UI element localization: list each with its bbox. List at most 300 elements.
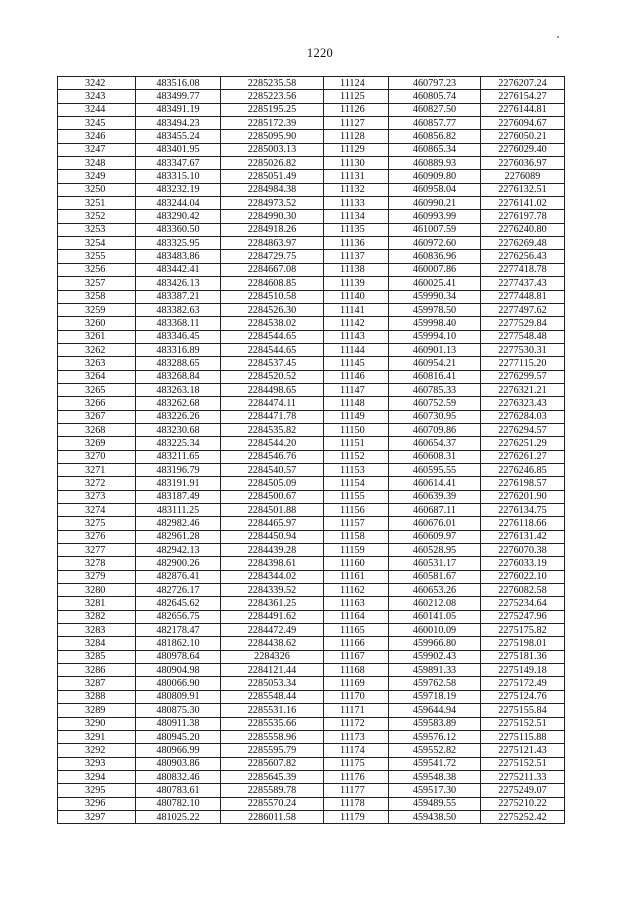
y-coordinate-b: 2276118.66 <box>481 517 565 530</box>
point-number-a: 3266 <box>58 397 136 410</box>
y-coordinate-a: 2284501.88 <box>221 504 324 517</box>
y-coordinate-a: 2284544.65 <box>221 343 324 356</box>
y-coordinate-b: 2276141.02 <box>481 197 565 210</box>
x-coordinate-b: 460212.08 <box>389 597 481 610</box>
point-number-b: 11157 <box>324 517 389 530</box>
x-coordinate-a: 482645.62 <box>136 597 221 610</box>
table-row <box>58 610 565 623</box>
point-number-b: 11130 <box>324 157 389 170</box>
scan-speck <box>557 36 559 38</box>
y-coordinate-b: 2276201.90 <box>481 490 565 503</box>
x-coordinate-a: 482178.47 <box>136 624 221 637</box>
x-coordinate-a: 480783.61 <box>136 784 221 797</box>
y-coordinate-a: 2285558.96 <box>221 730 324 743</box>
y-coordinate-b: 2275115.88 <box>481 730 565 743</box>
y-coordinate-a: 2284361.25 <box>221 597 324 610</box>
x-coordinate-a: 483346.45 <box>136 330 221 343</box>
y-coordinate-b: 2276070.38 <box>481 544 565 557</box>
x-coordinate-a: 480875.30 <box>136 704 221 717</box>
x-coordinate-b: 460581.67 <box>389 570 481 583</box>
point-number-b: 11172 <box>324 717 389 730</box>
point-number-b: 11168 <box>324 664 389 677</box>
point-number-a: 3264 <box>58 370 136 383</box>
table-row <box>58 223 565 236</box>
point-number-a: 3247 <box>58 143 136 156</box>
point-number-a: 3258 <box>58 290 136 303</box>
y-coordinate-b: 2276197.78 <box>481 210 565 223</box>
x-coordinate-b: 459548.38 <box>389 770 481 783</box>
point-number-b: 11162 <box>324 584 389 597</box>
x-coordinate-a: 483494.23 <box>136 117 221 130</box>
y-coordinate-a: 2285548.44 <box>221 690 324 703</box>
x-coordinate-a: 483262.68 <box>136 397 221 410</box>
x-coordinate-b: 460687.11 <box>389 504 481 517</box>
x-coordinate-b: 459552.82 <box>389 744 481 757</box>
y-coordinate-a: 2284918.26 <box>221 223 324 236</box>
x-coordinate-a: 483426.13 <box>136 277 221 290</box>
y-coordinate-b: 2277497.62 <box>481 303 565 316</box>
y-coordinate-b: 2276256.43 <box>481 250 565 263</box>
point-number-b: 11142 <box>324 317 389 330</box>
x-coordinate-b: 459644.94 <box>389 704 481 717</box>
y-coordinate-b: 2276198.57 <box>481 477 565 490</box>
x-coordinate-a: 480978.64 <box>136 650 221 663</box>
x-coordinate-b: 460816.41 <box>389 370 481 383</box>
x-coordinate-b: 460954.21 <box>389 357 481 370</box>
point-number-a: 3252 <box>58 210 136 223</box>
y-coordinate-b: 2275124.76 <box>481 690 565 703</box>
table-row <box>58 650 565 663</box>
point-number-b: 11132 <box>324 183 389 196</box>
point-number-b: 11165 <box>324 624 389 637</box>
x-coordinate-a: 482656.75 <box>136 610 221 623</box>
x-coordinate-b: 460901.13 <box>389 343 481 356</box>
point-number-a: 3292 <box>58 744 136 757</box>
table-row <box>58 810 565 823</box>
y-coordinate-a: 2284990.30 <box>221 210 324 223</box>
point-number-b: 11169 <box>324 677 389 690</box>
x-coordinate-b: 460614.41 <box>389 477 481 490</box>
y-coordinate-b: 2275155.84 <box>481 704 565 717</box>
y-coordinate-a: 2284608.85 <box>221 277 324 290</box>
point-number-b: 11175 <box>324 757 389 770</box>
table-row <box>58 704 565 717</box>
x-coordinate-b: 460010.09 <box>389 624 481 637</box>
point-number-a: 3294 <box>58 770 136 783</box>
table-row <box>58 463 565 476</box>
x-coordinate-a: 483288.65 <box>136 357 221 370</box>
point-number-a: 3281 <box>58 597 136 610</box>
table-row <box>58 570 565 583</box>
y-coordinate-b: 2277418.78 <box>481 263 565 276</box>
point-number-a: 3243 <box>58 90 136 103</box>
x-coordinate-a: 483368.11 <box>136 317 221 330</box>
table-row <box>58 437 565 450</box>
point-number-b: 11126 <box>324 103 389 116</box>
table-row <box>58 410 565 423</box>
y-coordinate-b: 2275175.82 <box>481 624 565 637</box>
point-number-b: 11171 <box>324 704 389 717</box>
point-number-a: 3272 <box>58 477 136 490</box>
y-coordinate-a: 2284491.62 <box>221 610 324 623</box>
y-coordinate-a: 2284510.58 <box>221 290 324 303</box>
x-coordinate-a: 483491.19 <box>136 103 221 116</box>
table-row <box>58 690 565 703</box>
point-number-a: 3273 <box>58 490 136 503</box>
x-coordinate-b: 459576.12 <box>389 730 481 743</box>
x-coordinate-b: 460730.95 <box>389 410 481 423</box>
x-coordinate-a: 480911.38 <box>136 717 221 730</box>
y-coordinate-a: 2284537.45 <box>221 357 324 370</box>
y-coordinate-b: 2276050.21 <box>481 130 565 143</box>
table-row <box>58 637 565 650</box>
y-coordinate-b: 2276134.75 <box>481 504 565 517</box>
y-coordinate-b: 2276299.57 <box>481 370 565 383</box>
table-row <box>58 450 565 463</box>
x-coordinate-b: 460958.04 <box>389 183 481 196</box>
point-number-b: 11177 <box>324 784 389 797</box>
point-number-a: 3285 <box>58 650 136 663</box>
y-coordinate-a: 2284667.08 <box>221 263 324 276</box>
y-coordinate-b: 2276094.67 <box>481 117 565 130</box>
point-number-a: 3248 <box>58 157 136 170</box>
point-number-b: 11140 <box>324 290 389 303</box>
x-coordinate-a: 480832.46 <box>136 770 221 783</box>
coordinates-table-body <box>58 77 565 824</box>
x-coordinate-a: 483315.10 <box>136 170 221 183</box>
x-coordinate-a: 483401.95 <box>136 143 221 156</box>
point-number-a: 3289 <box>58 704 136 717</box>
x-coordinate-a: 483387.21 <box>136 290 221 303</box>
y-coordinate-a: 2284474.11 <box>221 397 324 410</box>
table-row <box>58 77 565 90</box>
x-coordinate-b: 460676.01 <box>389 517 481 530</box>
x-coordinate-a: 483187.49 <box>136 490 221 503</box>
point-number-b: 11159 <box>324 544 389 557</box>
x-coordinate-b: 459902.43 <box>389 650 481 663</box>
point-number-a: 3262 <box>58 343 136 356</box>
table-row <box>58 130 565 143</box>
table-row <box>58 370 565 383</box>
point-number-b: 11143 <box>324 330 389 343</box>
y-coordinate-b: 2276154.27 <box>481 90 565 103</box>
table-row <box>58 757 565 770</box>
y-coordinate-b: 2275210.22 <box>481 797 565 810</box>
x-coordinate-b: 460993.99 <box>389 210 481 223</box>
table-row <box>58 250 565 263</box>
point-number-b: 11152 <box>324 450 389 463</box>
x-coordinate-b: 460865.34 <box>389 143 481 156</box>
x-coordinate-a: 480945.20 <box>136 730 221 743</box>
x-coordinate-a: 483316.89 <box>136 343 221 356</box>
point-number-b: 11173 <box>324 730 389 743</box>
x-coordinate-a: 483211.65 <box>136 450 221 463</box>
y-coordinate-b: 2276036.97 <box>481 157 565 170</box>
y-coordinate-a: 2284535.82 <box>221 423 324 436</box>
x-coordinate-b: 460752.59 <box>389 397 481 410</box>
x-coordinate-a: 483325.95 <box>136 237 221 250</box>
x-coordinate-b: 460608.31 <box>389 450 481 463</box>
y-coordinate-b: 2276323.43 <box>481 397 565 410</box>
y-coordinate-b: 2276207.24 <box>481 77 565 90</box>
point-number-b: 11134 <box>324 210 389 223</box>
point-number-a: 3282 <box>58 610 136 623</box>
point-number-a: 3253 <box>58 223 136 236</box>
point-number-b: 11147 <box>324 383 389 396</box>
y-coordinate-b: 2275249.07 <box>481 784 565 797</box>
x-coordinate-b: 460909.80 <box>389 170 481 183</box>
point-number-a: 3263 <box>58 357 136 370</box>
table-row <box>58 624 565 637</box>
x-coordinate-b: 459489.55 <box>389 797 481 810</box>
point-number-b: 11145 <box>324 357 389 370</box>
point-number-a: 3261 <box>58 330 136 343</box>
table-row <box>58 477 565 490</box>
y-coordinate-b: 2276144.81 <box>481 103 565 116</box>
table-row <box>58 664 565 677</box>
point-number-b: 11149 <box>324 410 389 423</box>
x-coordinate-a: 483268.84 <box>136 370 221 383</box>
point-number-b: 11131 <box>324 170 389 183</box>
coordinates-table <box>57 76 565 824</box>
point-number-b: 11151 <box>324 437 389 450</box>
y-coordinate-a: 2284729.75 <box>221 250 324 263</box>
table-row <box>58 330 565 343</box>
x-coordinate-b: 459891.33 <box>389 664 481 677</box>
point-number-b: 11125 <box>324 90 389 103</box>
x-coordinate-b: 460827.50 <box>389 103 481 116</box>
y-coordinate-a: 2284505.09 <box>221 477 324 490</box>
point-number-b: 11141 <box>324 303 389 316</box>
x-coordinate-a: 483516.08 <box>136 77 221 90</box>
x-coordinate-a: 483290.42 <box>136 210 221 223</box>
table-row <box>58 117 565 130</box>
y-coordinate-a: 2285589.78 <box>221 784 324 797</box>
x-coordinate-b: 460531.17 <box>389 557 481 570</box>
x-coordinate-a: 480066.90 <box>136 677 221 690</box>
x-coordinate-a: 482876.41 <box>136 570 221 583</box>
table-row <box>58 157 565 170</box>
y-coordinate-a: 2284984.38 <box>221 183 324 196</box>
y-coordinate-a: 2284546.76 <box>221 450 324 463</box>
table-row <box>58 784 565 797</box>
y-coordinate-a: 2284538.02 <box>221 317 324 330</box>
point-number-a: 3265 <box>58 383 136 396</box>
point-number-b: 11127 <box>324 117 389 130</box>
point-number-b: 11176 <box>324 770 389 783</box>
point-number-a: 3259 <box>58 303 136 316</box>
point-number-b: 11163 <box>324 597 389 610</box>
table-row <box>58 143 565 156</box>
y-coordinate-a: 2284326 <box>221 650 324 663</box>
point-number-b: 11164 <box>324 610 389 623</box>
y-coordinate-a: 2285172.39 <box>221 117 324 130</box>
y-coordinate-b: 2275234.64 <box>481 597 565 610</box>
x-coordinate-b: 460141.05 <box>389 610 481 623</box>
point-number-b: 11146 <box>324 370 389 383</box>
x-coordinate-b: 460856.82 <box>389 130 481 143</box>
point-number-b: 11160 <box>324 557 389 570</box>
page-number: 1220 <box>306 46 334 60</box>
x-coordinate-a: 483442.41 <box>136 263 221 276</box>
x-coordinate-a: 480903.86 <box>136 757 221 770</box>
x-coordinate-b: 459762.58 <box>389 677 481 690</box>
x-coordinate-b: 460595.55 <box>389 463 481 476</box>
point-number-b: 11167 <box>324 650 389 663</box>
y-coordinate-a: 2284520.52 <box>221 370 324 383</box>
y-coordinate-a: 2284339.52 <box>221 584 324 597</box>
point-number-b: 11128 <box>324 130 389 143</box>
x-coordinate-a: 480966.99 <box>136 744 221 757</box>
y-coordinate-b: 2275149.18 <box>481 664 565 677</box>
y-coordinate-b: 2277437.43 <box>481 277 565 290</box>
y-coordinate-a: 2285095.90 <box>221 130 324 143</box>
point-number-b: 11155 <box>324 490 389 503</box>
point-number-a: 3293 <box>58 757 136 770</box>
y-coordinate-a: 2284471.78 <box>221 410 324 423</box>
point-number-a: 3246 <box>58 130 136 143</box>
point-number-a: 3255 <box>58 250 136 263</box>
point-number-b: 11166 <box>324 637 389 650</box>
y-coordinate-b: 2276132.51 <box>481 183 565 196</box>
y-coordinate-b: 2276246.85 <box>481 463 565 476</box>
y-coordinate-b: 2276022.10 <box>481 570 565 583</box>
y-coordinate-b: 2277448.81 <box>481 290 565 303</box>
x-coordinate-b: 459998.40 <box>389 317 481 330</box>
y-coordinate-b: 2277115.20 <box>481 357 565 370</box>
y-coordinate-a: 2284450.94 <box>221 530 324 543</box>
table-row <box>58 103 565 116</box>
point-number-b: 11179 <box>324 810 389 823</box>
x-coordinate-a: 483347.67 <box>136 157 221 170</box>
x-coordinate-b: 460528.95 <box>389 544 481 557</box>
point-number-b: 11174 <box>324 744 389 757</box>
x-coordinate-a: 480782.10 <box>136 797 221 810</box>
table-row <box>58 237 565 250</box>
point-number-a: 3296 <box>58 797 136 810</box>
y-coordinate-b: 2275181.36 <box>481 650 565 663</box>
y-coordinate-b: 2276284.03 <box>481 410 565 423</box>
x-coordinate-b: 460785.33 <box>389 383 481 396</box>
point-number-b: 11161 <box>324 570 389 583</box>
y-coordinate-a: 2284544.65 <box>221 330 324 343</box>
table-row <box>58 490 565 503</box>
x-coordinate-a: 483244.04 <box>136 197 221 210</box>
point-number-b: 11154 <box>324 477 389 490</box>
x-coordinate-a: 483230.68 <box>136 423 221 436</box>
y-coordinate-a: 2284472.49 <box>221 624 324 637</box>
x-coordinate-b: 460025.41 <box>389 277 481 290</box>
table-row <box>58 744 565 757</box>
x-coordinate-a: 483191.91 <box>136 477 221 490</box>
table-row <box>58 584 565 597</box>
y-coordinate-a: 2284863.97 <box>221 237 324 250</box>
y-coordinate-b: 2275247.96 <box>481 610 565 623</box>
x-coordinate-b: 459583.89 <box>389 717 481 730</box>
table-row <box>58 770 565 783</box>
x-coordinate-b: 460653.26 <box>389 584 481 597</box>
table-row <box>58 544 565 557</box>
point-number-a: 3297 <box>58 810 136 823</box>
table-row <box>58 557 565 570</box>
table-row <box>58 530 565 543</box>
table-row <box>58 210 565 223</box>
y-coordinate-b: 2275121.43 <box>481 744 565 757</box>
x-coordinate-b: 460007.86 <box>389 263 481 276</box>
point-number-a: 3278 <box>58 557 136 570</box>
y-coordinate-a: 2285051.49 <box>221 170 324 183</box>
x-coordinate-a: 483111.25 <box>136 504 221 517</box>
y-coordinate-b: 2276082.58 <box>481 584 565 597</box>
table-row <box>58 397 565 410</box>
point-number-a: 3275 <box>58 517 136 530</box>
point-number-a: 3276 <box>58 530 136 543</box>
point-number-a: 3256 <box>58 263 136 276</box>
y-coordinate-b: 2276240.80 <box>481 223 565 236</box>
x-coordinate-a: 483382.63 <box>136 303 221 316</box>
y-coordinate-b: 2277529.84 <box>481 317 565 330</box>
y-coordinate-a: 2285595.79 <box>221 744 324 757</box>
point-number-b: 11158 <box>324 530 389 543</box>
table-row <box>58 423 565 436</box>
y-coordinate-a: 2284121.44 <box>221 664 324 677</box>
y-coordinate-b: 2276294.57 <box>481 423 565 436</box>
point-number-a: 3242 <box>58 77 136 90</box>
x-coordinate-b: 460654.37 <box>389 437 481 450</box>
x-coordinate-a: 483499.77 <box>136 90 221 103</box>
point-number-b: 11148 <box>324 397 389 410</box>
x-coordinate-a: 483196.79 <box>136 463 221 476</box>
point-number-a: 3291 <box>58 730 136 743</box>
x-coordinate-b: 459517.30 <box>389 784 481 797</box>
point-number-b: 11137 <box>324 250 389 263</box>
x-coordinate-b: 460609.97 <box>389 530 481 543</box>
y-coordinate-b: 2275252.42 <box>481 810 565 823</box>
y-coordinate-a: 2285645.39 <box>221 770 324 783</box>
point-number-a: 3283 <box>58 624 136 637</box>
table-row <box>58 357 565 370</box>
x-coordinate-b: 460805.74 <box>389 90 481 103</box>
table-row <box>58 677 565 690</box>
y-coordinate-a: 2284465.97 <box>221 517 324 530</box>
table-row <box>58 197 565 210</box>
x-coordinate-a: 482900.26 <box>136 557 221 570</box>
point-number-a: 3250 <box>58 183 136 196</box>
y-coordinate-a: 2285607.82 <box>221 757 324 770</box>
x-coordinate-a: 482961.28 <box>136 530 221 543</box>
y-coordinate-a: 2285235.58 <box>221 77 324 90</box>
y-coordinate-a: 2284439.28 <box>221 544 324 557</box>
point-number-b: 11150 <box>324 423 389 436</box>
table-row <box>58 383 565 396</box>
y-coordinate-b: 2276131.42 <box>481 530 565 543</box>
y-coordinate-a: 2285531.16 <box>221 704 324 717</box>
point-number-b: 11139 <box>324 277 389 290</box>
point-number-b: 11144 <box>324 343 389 356</box>
x-coordinate-a: 481862.10 <box>136 637 221 650</box>
table-row <box>58 597 565 610</box>
x-coordinate-a: 483360.50 <box>136 223 221 236</box>
y-coordinate-a: 2285195.25 <box>221 103 324 116</box>
y-coordinate-b: 2275152.51 <box>481 717 565 730</box>
point-number-b: 11156 <box>324 504 389 517</box>
x-coordinate-b: 459966.80 <box>389 637 481 650</box>
x-coordinate-a: 482982.46 <box>136 517 221 530</box>
point-number-b: 11133 <box>324 197 389 210</box>
point-number-b: 11124 <box>324 77 389 90</box>
x-coordinate-b: 460857.77 <box>389 117 481 130</box>
x-coordinate-a: 483263.18 <box>136 383 221 396</box>
